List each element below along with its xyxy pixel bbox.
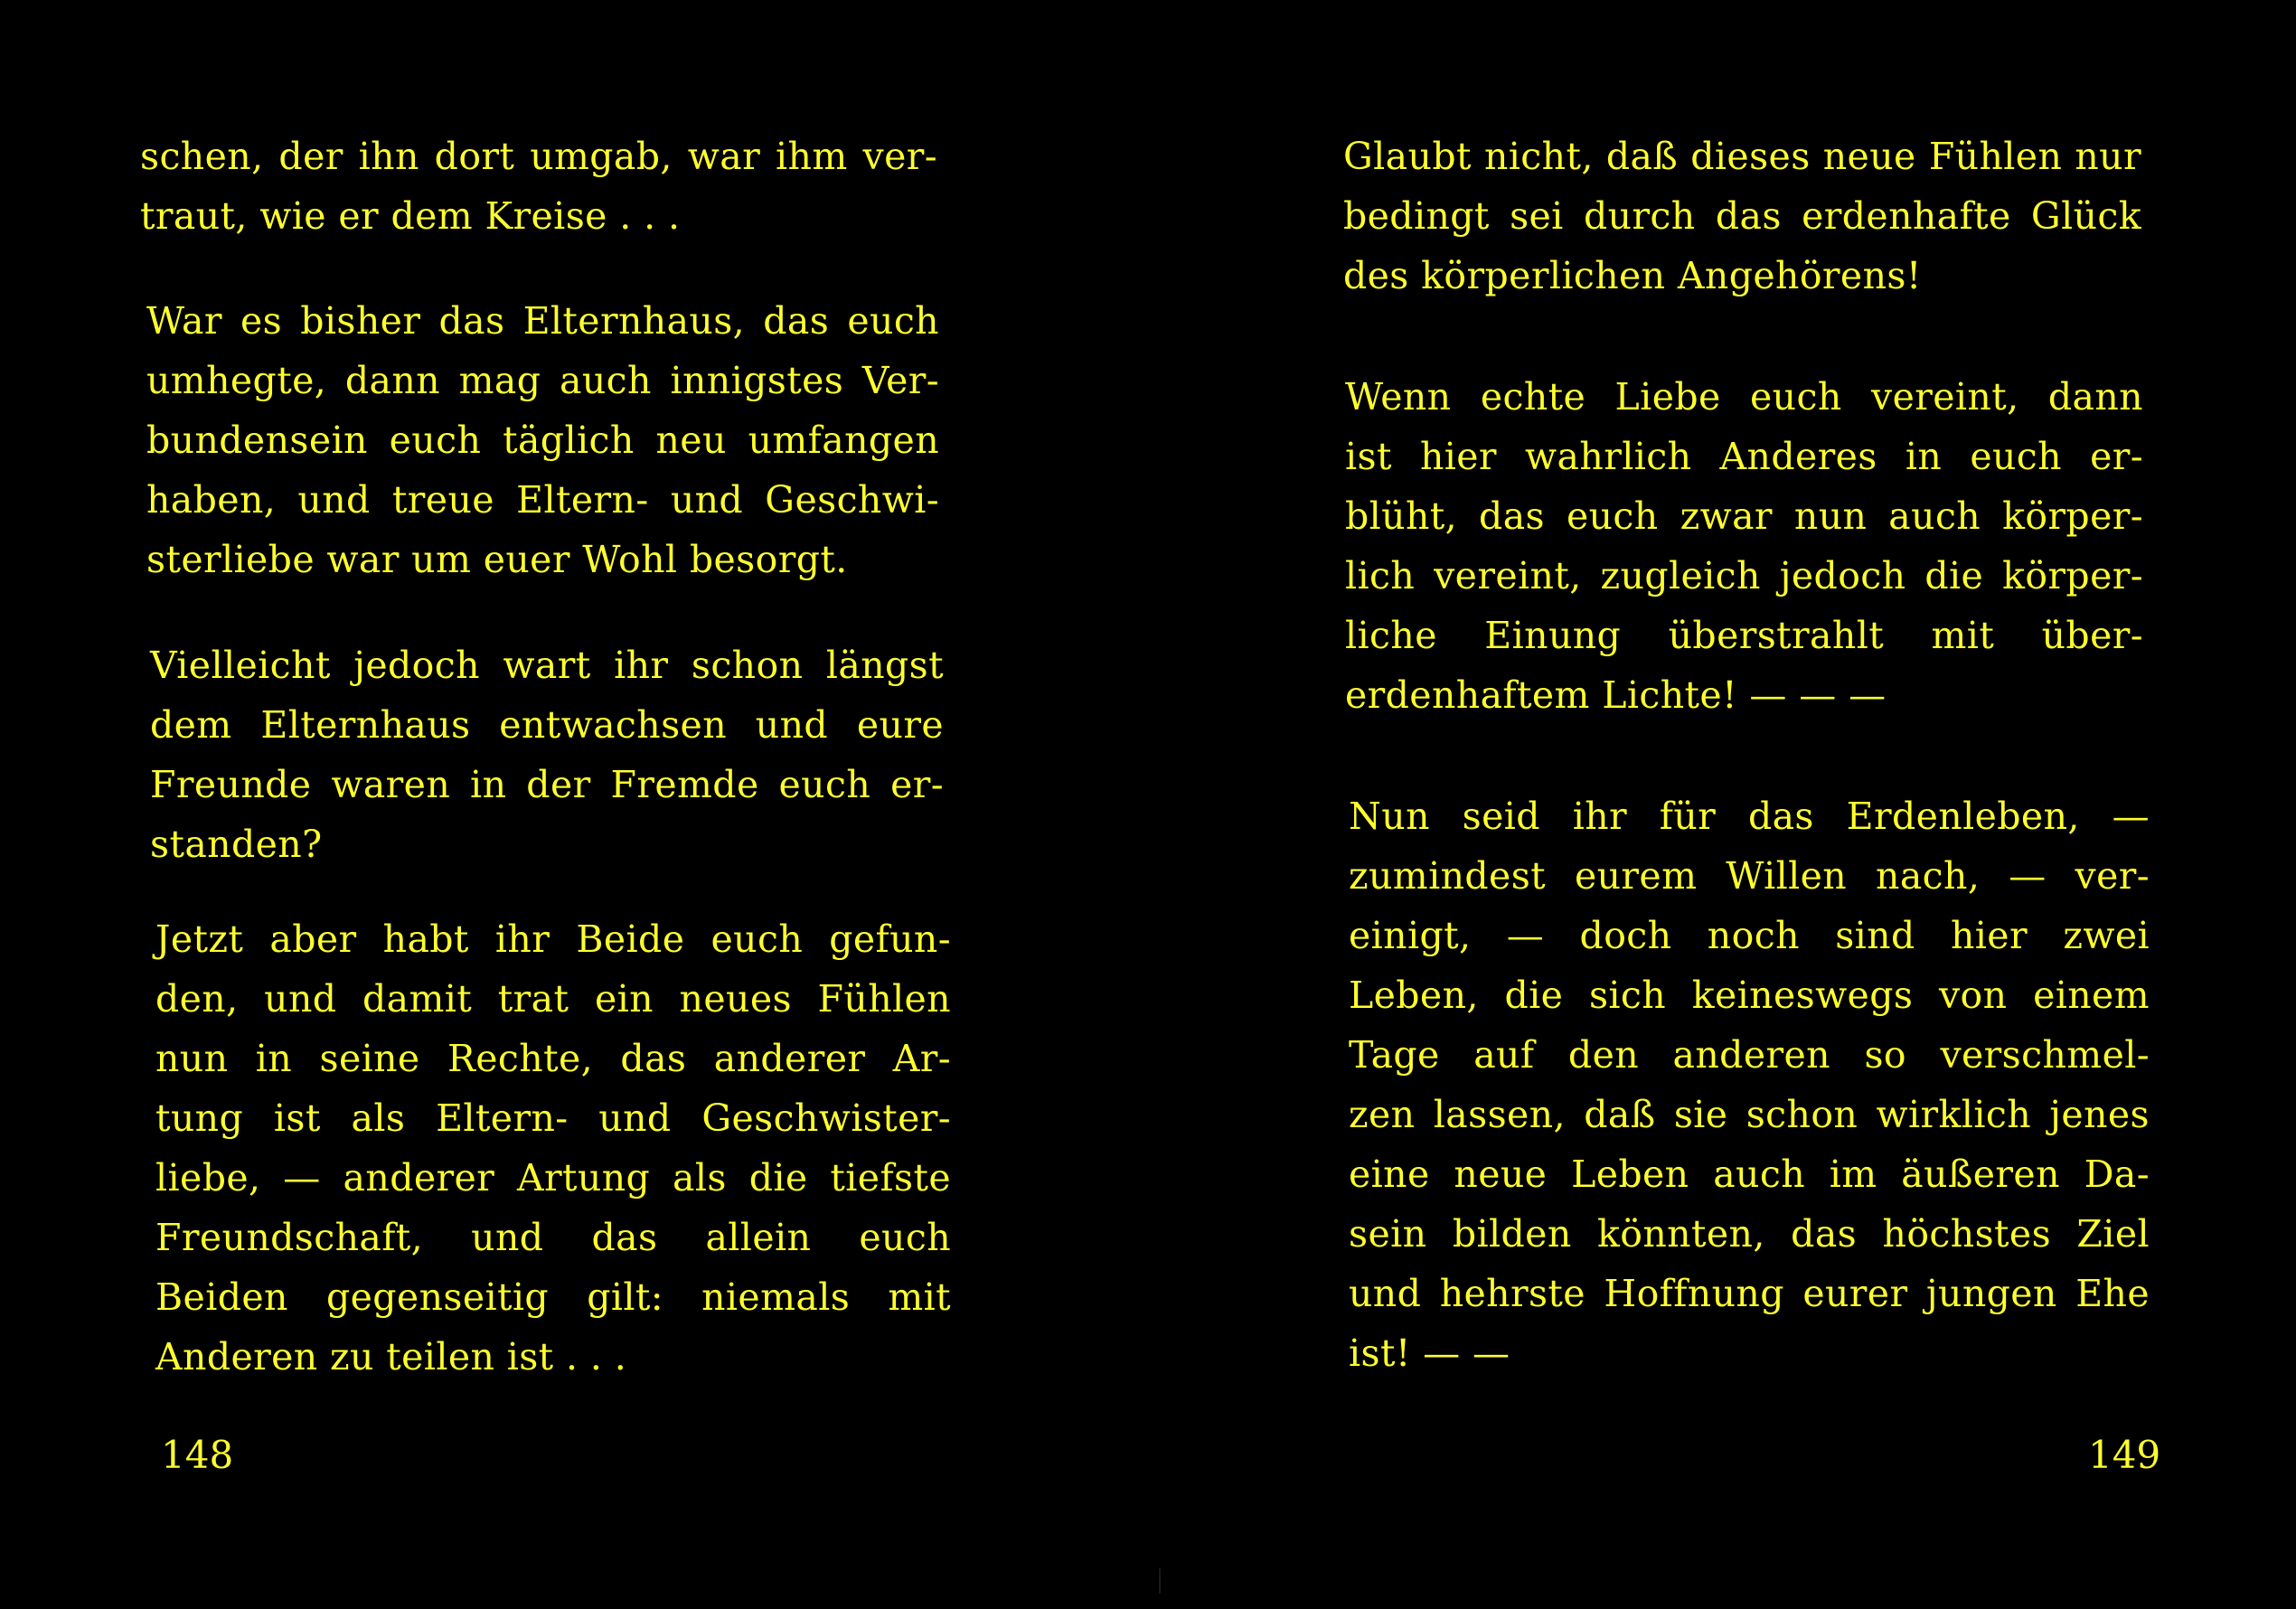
text-line: zen lassen, daß sie schon wirklich jenes [1349, 1093, 2150, 1136]
text-line: lich vereint, zugleich jedoch die körper- [1345, 554, 2143, 597]
text-line: umhegte, dann mag auch innigstes Ver- [146, 359, 939, 402]
text-line: einigt, — doch noch sind hier zwei [1349, 914, 2150, 957]
text-line: haben, und treue Eltern- und Geschwi- [146, 478, 939, 522]
paragraph-1 [140, 127, 937, 246]
text-line: Freunde waren in der Fremde euch er- [150, 763, 944, 806]
right-page [1148, 0, 2296, 1609]
text-line: tung ist als Eltern- und Geschwister- [155, 1096, 951, 1140]
page-number: 149 [2088, 1433, 2161, 1477]
text-line: Glaubt nicht, daß dieses neue Fühlen nur [1343, 135, 2141, 178]
text-line: bundensein euch täglich neu umfangen [146, 419, 939, 462]
text-line: und hehrste Hoffnung eurer jungen Ehe [1349, 1272, 2150, 1315]
text-line: standen? [150, 823, 323, 866]
text-line: eine neue Leben auch im äußeren Da- [1349, 1153, 2150, 1196]
paragraph-4 [155, 909, 951, 1387]
text-line: nun in seine Rechte, das anderer Ar- [155, 1037, 951, 1080]
text-line: War es bisher das Elternhaus, das euch [146, 299, 939, 343]
gutter-mark [1159, 1568, 1161, 1594]
text-line: Anderen zu teilen ist . . . [155, 1335, 627, 1378]
text-line: blüht, das euch zwar nun auch körper- [1345, 494, 2143, 538]
text-line: erdenhaftem Lichte! — — — [1345, 673, 1887, 717]
text-line: sterliebe war um euer Wohl besorgt. [146, 538, 848, 581]
text-line: dem Elternhaus entwachsen und eure [150, 703, 944, 747]
paragraph-3 [1349, 786, 2150, 1383]
text-line: ist hier wahrlich Anderes in euch er- [1345, 435, 2143, 478]
page-number: 148 [161, 1433, 234, 1477]
paragraph-1 [1343, 127, 2141, 306]
text-line: Vielleicht jedoch wart ihr schon längst [150, 644, 944, 687]
text-line: Nun seid ihr für das Erdenleben, — [1349, 795, 2150, 838]
text-line: Wenn echte Liebe euch vereint, dann [1345, 375, 2143, 419]
text-line: liche Einung überstrahlt mit über- [1345, 614, 2143, 657]
text-line: schen, der ihn dort umgab, war ihm ver- [140, 135, 937, 178]
paragraph-2 [146, 291, 939, 589]
paragraph-2 [1345, 367, 2143, 725]
paragraph-3 [150, 635, 944, 874]
text-line: liebe, — anderer Artung als die tiefste [155, 1156, 951, 1200]
text-line: Tage auf den anderen so verschmel- [1349, 1033, 2150, 1077]
text-line: sein bilden könnten, das höchstes Ziel [1349, 1212, 2150, 1256]
text-line: den, und damit trat ein neues Fühlen [155, 977, 951, 1021]
text-line: des körperlichen Angehörens! [1343, 254, 1922, 297]
text-line: ist! — — [1349, 1331, 1510, 1375]
text-line: Leben, die sich keineswegs von einem [1349, 974, 2150, 1017]
text-line: traut, wie er dem Kreise . . . [140, 194, 681, 238]
text-line: Freundschaft, und das allein euch [155, 1216, 951, 1259]
text-line: Jetzt aber habt ihr Beide euch gefun- [155, 917, 951, 961]
text-line: Beiden gegenseitig gilt: niemals mit [155, 1275, 951, 1319]
text-line: bedingt sei durch das erdenhafte Glück [1343, 194, 2141, 238]
text-line: zumindest eurem Willen nach, — ver- [1349, 854, 2150, 898]
